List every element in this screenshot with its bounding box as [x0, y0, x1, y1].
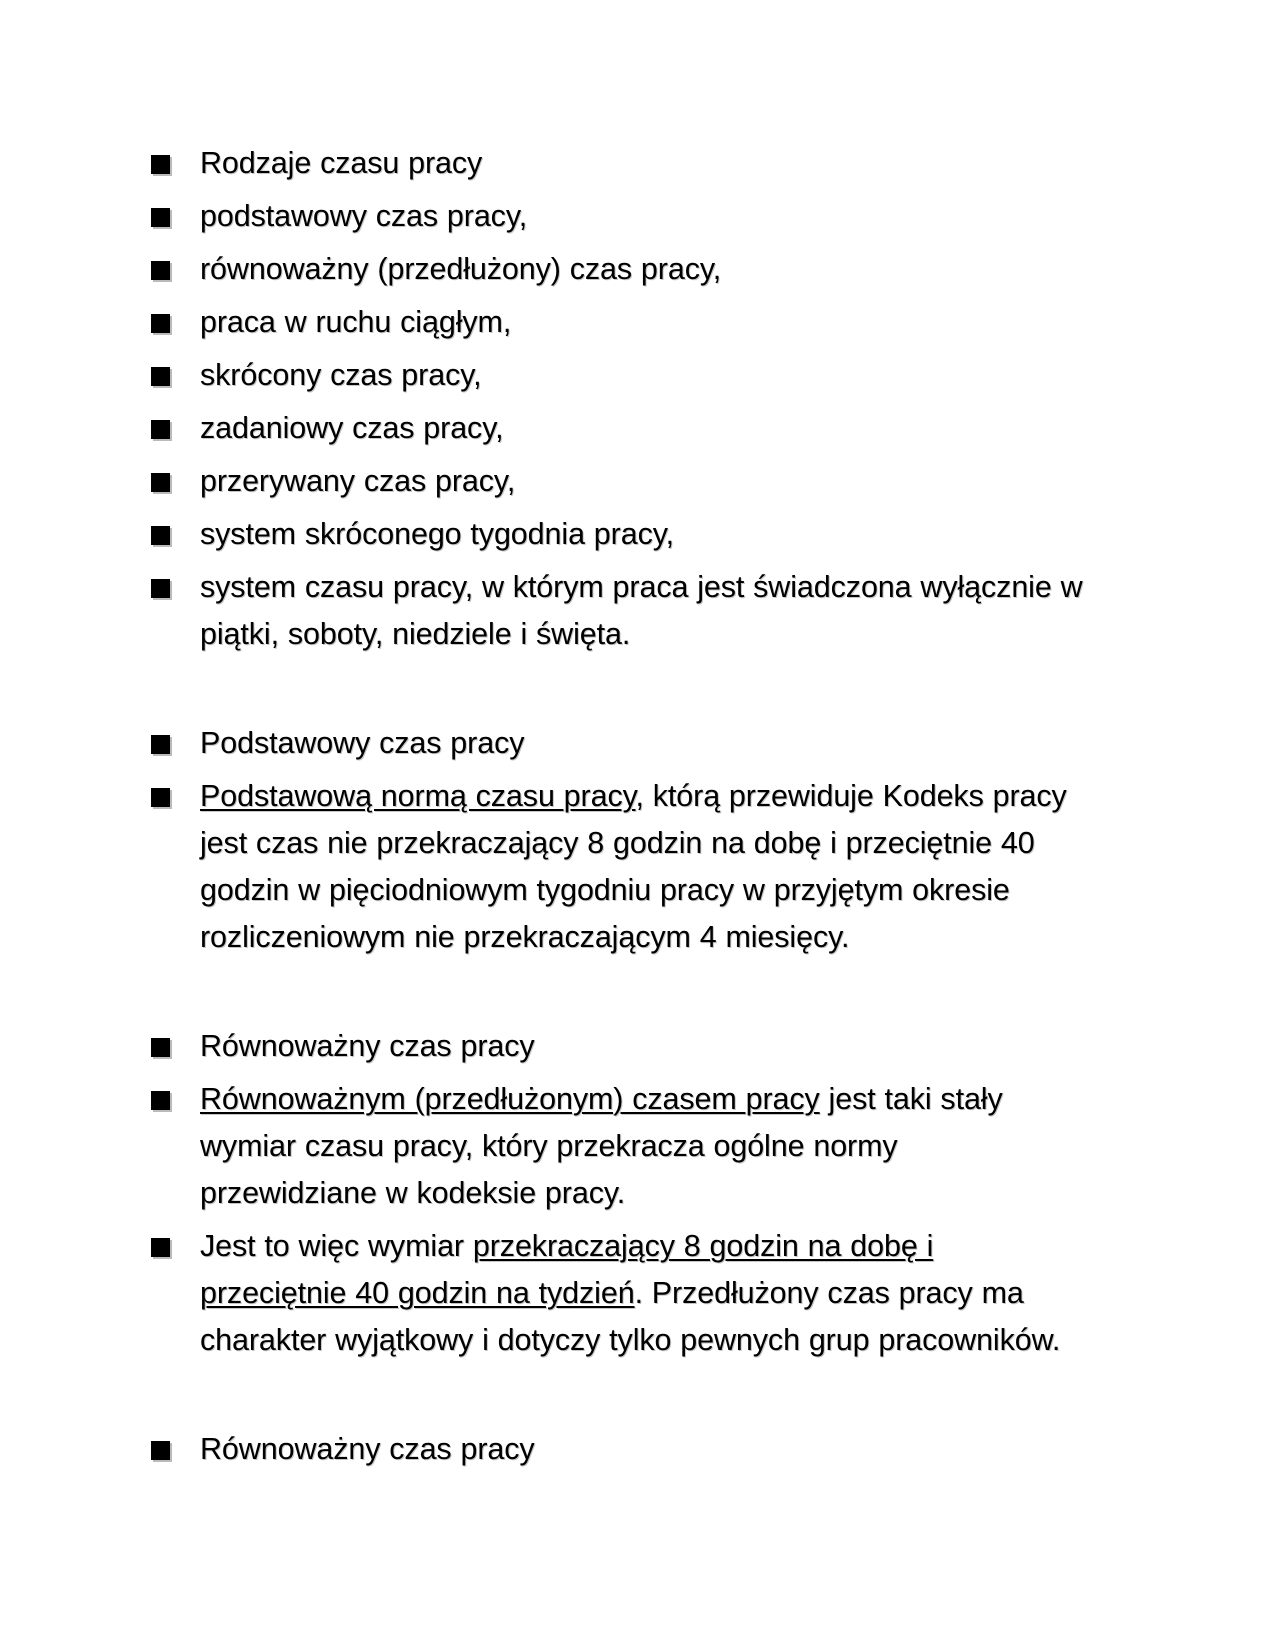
underlined-term: Podstawową normą czasu pracy [200, 779, 636, 813]
square-bullet-icon [151, 788, 170, 807]
square-bullet-icon [151, 261, 170, 280]
section-rownowazny-czas-pracy-continued [145, 1426, 1155, 1473]
underlined-term: przekraczający 8 godzin na dobę i przeciętnie 40 godzin na tydzień [200, 1229, 934, 1310]
square-bullet-icon [151, 208, 170, 227]
section-rodzaje-czasu-pracy [145, 140, 1155, 658]
list-item [145, 511, 1155, 558]
heading-text: Równoważny czas pracy [200, 1029, 535, 1063]
section-heading-podstawowy [145, 720, 1155, 767]
square-bullet-icon [151, 1038, 170, 1057]
square-bullet-icon [151, 473, 170, 492]
section-heading-rownowazny [145, 1023, 1155, 1070]
square-bullet-icon [151, 1091, 170, 1110]
list-item [145, 458, 1155, 505]
list-item [145, 193, 1155, 240]
list-item-text: system skróconego tygodnia pracy, [200, 517, 675, 551]
heading-text: Równoważny czas pracy [200, 1432, 535, 1466]
section-spacer [145, 967, 1155, 1023]
list-item-text: system czasu pracy, w którym praca jest świadczona wyłącznie w piątki, soboty, niedziele i święta. [200, 570, 1083, 651]
paragraph-item [145, 1223, 1080, 1364]
paragraph-text [200, 1076, 1080, 1217]
heading-text: Rodzaje czasu pracy [200, 146, 483, 180]
list-item-text: praca w ruchu ciągłym, [200, 305, 512, 339]
paragraph-lead: Jest to więc wymiar [200, 1229, 473, 1263]
heading-text: Podstawowy czas pracy [200, 726, 525, 760]
paragraph-remainder: jest taki stały wymiar czasu pracy, który przekracza ogólne normy przewidziane w kodeksie pracy. [200, 1082, 1003, 1210]
list-item [145, 405, 1155, 452]
section-podstawowy-czas-pracy [145, 720, 1155, 961]
square-bullet-icon [151, 1238, 170, 1257]
paragraph-item [145, 773, 1080, 961]
section-rownowazny-czas-pracy [145, 1023, 1155, 1364]
paragraph-remainder: , którą przewiduje Kodeks pracy jest czas nie przekraczający 8 godzin na dobę i przeciętnie 40 godzin w pięciodniowym tygodniu pracy w przyjętym okresie rozliczeniowym nie przekraczającym 4 miesięcy. [200, 779, 1067, 954]
square-bullet-icon [151, 314, 170, 333]
list-item [145, 246, 1155, 293]
square-bullet-icon [151, 420, 170, 439]
paragraph-text [200, 773, 1080, 961]
section-heading-rodzaje [145, 140, 1155, 187]
list-item-text: skrócony czas pracy, [200, 358, 482, 392]
square-bullet-icon [151, 367, 170, 386]
list-item-text: zadaniowy czas pracy, [200, 411, 504, 445]
list-item [145, 299, 1155, 346]
square-bullet-icon [151, 579, 170, 598]
section-spacer [145, 1370, 1155, 1426]
document-body [145, 140, 1155, 1473]
section-spacer [145, 664, 1155, 720]
list-item [145, 352, 1155, 399]
list-item-text: przerywany czas pracy, [200, 464, 516, 498]
section-heading-rownowazny-2 [145, 1426, 1155, 1473]
list-item [145, 564, 1100, 658]
underlined-term: Równoważnym (przedłużonym) czasem pracy [200, 1082, 820, 1116]
paragraph-remainder: . Przedłużony czas pracy ma charakter wyjątkowy i dotyczy tylko pewnych grup pracowników. [200, 1276, 1061, 1357]
square-bullet-icon [151, 155, 170, 174]
paragraph-item [145, 1076, 1080, 1217]
square-bullet-icon [151, 735, 170, 754]
square-bullet-icon [151, 526, 170, 545]
list-item-text: podstawowy czas pracy, [200, 199, 528, 233]
paragraph-text [200, 1223, 1080, 1364]
list-item-text: równoważny (przedłużony) czas pracy, [200, 252, 722, 286]
square-bullet-icon [151, 1441, 170, 1460]
